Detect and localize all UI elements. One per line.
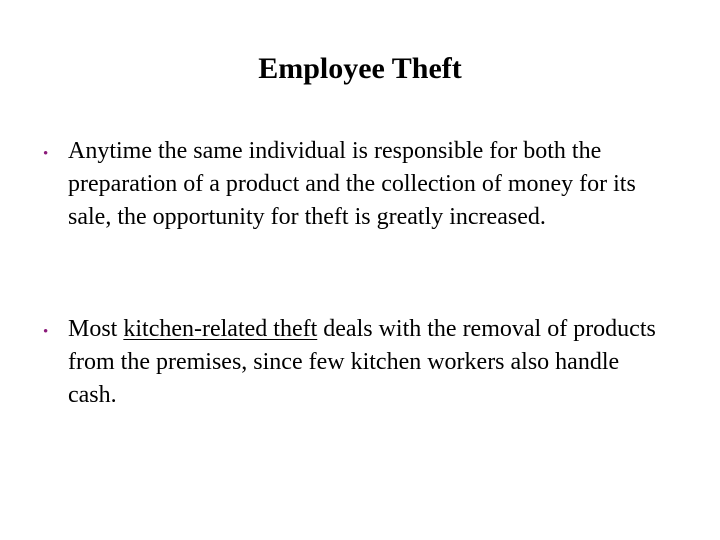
bullet-text-body: Anytime the same individual is responsible for both the preparation of a product and the collection of money for its sale, the opportunity for theft is greatly increased. xyxy=(68,138,636,230)
bullet-marker: • xyxy=(43,146,49,162)
bullet-text-lead: Most xyxy=(68,316,124,342)
underlined-term: kitchen-related theft xyxy=(123,316,318,342)
bullet-text xyxy=(68,135,668,234)
slide-title: Employee Theft xyxy=(258,52,462,85)
bullet-text-tail: deals with the removal of products from the premises, since few kitchen workers also handle cash. xyxy=(68,316,656,408)
bullet-marker: • xyxy=(43,324,49,340)
bullet-text xyxy=(68,313,668,412)
